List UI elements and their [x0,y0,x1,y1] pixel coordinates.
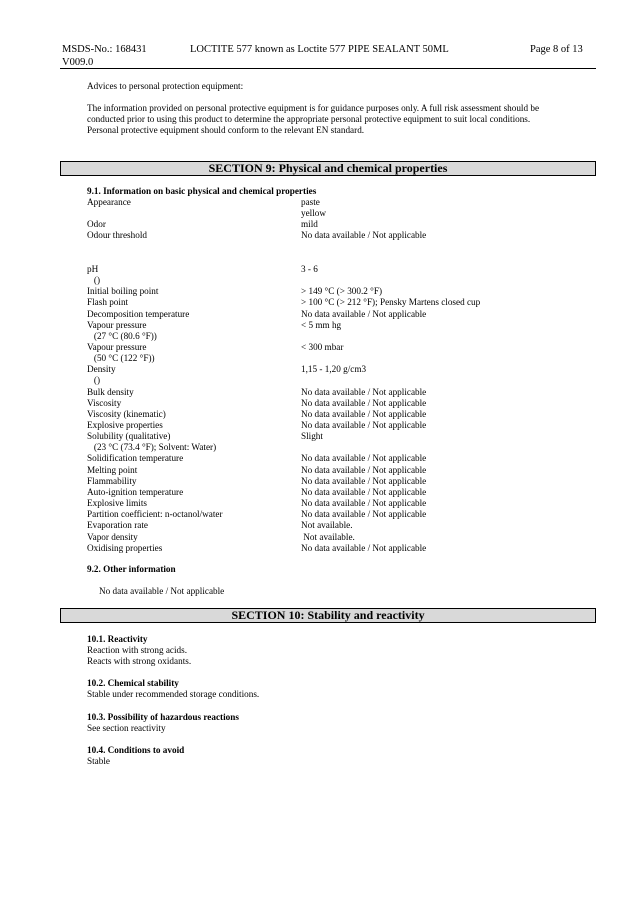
property-name: Flammability [87,475,137,486]
property-name: Vapour pressure [87,341,147,352]
ppe-heading: Advices to personal protection equipment: [87,81,244,91]
msds-number: MSDS-No.: 168431 [62,44,147,55]
property-row [0,398,638,409]
conditions-to-avoid-heading: 10.4. Conditions to avoid [87,745,185,755]
property-name: Vapour pressure [87,319,147,330]
hazardous-reactions-heading: 10.3. Possibility of hazardous reactions [87,712,239,722]
version: V009.0 [62,57,94,68]
property-value: No data available / Not applicable [301,498,427,509]
hazardous-reactions-text: See section reactivity [87,723,166,733]
property-row [0,264,638,275]
property-value: > 100 °C (> 212 °F); Pensky Martens closed cup [301,297,481,308]
property-row [0,465,638,476]
property-value: 1,15 - 1,20 g/cm3 [301,364,367,375]
section-9-title: SECTION 9: Physical and chemical properties [60,161,596,176]
property-value: No data available / Not applicable [301,509,427,520]
property-name: Flash point [87,297,129,308]
property-value: mild [301,219,318,230]
property-name: Density [87,364,116,375]
property-value: No data available / Not applicable [301,386,427,397]
property-name: Odour threshold [87,230,147,241]
property-value: No data available / Not applicable [301,475,427,486]
property-value: No data available / Not applicable [301,230,427,241]
property-value: Not available. [301,531,355,542]
ppe-line-3: Personal protective equipment should conform to the relevant EN standard. [87,125,365,135]
property-value: No data available / Not applicable [301,420,427,430]
property-row [0,442,638,453]
product-name: LOCTITE 577 known as Loctite 577 PIPE SEALANT 50ML [190,44,449,55]
property-row [0,387,638,398]
property-name: (50 °C (122 °F)) [87,353,155,364]
section-9-2-heading: 9.2. Other information [87,564,176,574]
reactivity-text-2: Reacts with strong oxidants. [87,656,192,666]
conditions-to-avoid-text: Stable [87,756,110,766]
property-value: No data available / Not applicable [301,308,427,319]
property-row [0,476,638,487]
property-name: Decomposition temperature [87,308,190,319]
property-row [0,331,638,342]
property-value: No data available / Not applicable [301,453,427,464]
property-name: Appearance [87,197,131,207]
section-10-title: SECTION 10: Stability and reactivity [60,608,596,623]
other-information: No data available / Not applicable [99,586,225,596]
property-value: No data available / Not applicable [301,408,427,419]
property-value: No data available / Not applicable [301,542,427,553]
property-row [0,219,638,230]
property-row [0,420,638,431]
property-value: > 149 °C (> 300.2 °F) [301,286,383,297]
property-name: Explosive properties [87,420,163,430]
property-row [0,509,638,520]
property-name: Evaporation rate [87,520,148,531]
property-value: 3 - 6 [301,263,318,274]
property-name: Vapor density [87,531,138,542]
property-name: (23 °C (73.4 °F); Solvent: Water) [87,442,217,453]
property-row [0,487,638,498]
property-name: Partition coefficient: n-octanol/water [87,509,223,520]
section-9-1-heading: 9.1. Information on basic physical and chemical properties [87,186,317,196]
property-row [0,230,638,241]
property-row [0,543,638,554]
header-rule [60,68,596,69]
property-row [0,453,638,464]
property-name: Initial boiling point [87,286,159,297]
property-row [0,520,638,531]
property-row [0,431,638,442]
property-value: No data available / Not applicable [301,464,427,475]
ppe-line-2: conducted prior to using this product to determine the appropriate personal protective equipment to suit local conditions. [87,114,531,124]
property-row [0,409,638,420]
property-value: paste [301,197,320,207]
reactivity-text-1: Reaction with strong acids. [87,645,188,655]
property-name: () [87,375,101,386]
property-value: < 5 mm hg [301,319,342,330]
property-name: Odor [87,219,106,230]
property-value: < 300 mbar [301,341,344,352]
properties-table [0,197,638,557]
property-row [0,197,638,208]
property-value: No data available / Not applicable [301,397,427,408]
property-row [0,498,638,509]
property-row [0,297,638,308]
property-name: (27 °C (80.6 °F)) [87,330,157,341]
property-name: () [87,275,101,286]
reactivity-heading: 10.1. Reactivity [87,634,148,644]
page-number: Page 8 of 13 [530,44,583,55]
chemical-stability-text: Stable under recommended storage conditions. [87,689,260,699]
property-name: Solubility (qualitative) [87,431,171,442]
property-value: yellow [301,208,327,219]
property-name: Viscosity [87,397,122,408]
property-row [0,532,638,543]
property-row [0,375,638,386]
property-row [0,208,638,219]
property-row [0,309,638,320]
ppe-line-1: The information provided on personal protective equipment is for guidance purposes only. A full risk assessment should be [87,103,540,113]
property-row [0,275,638,286]
property-name: pH [87,263,99,274]
property-row [0,320,638,331]
property-value: Not available. [301,520,353,531]
property-name: Auto-ignition temperature [87,486,184,497]
property-row [0,242,638,253]
property-name: Explosive limits [87,498,147,509]
property-value: Slight [301,431,323,442]
property-name: Bulk density [87,386,134,397]
property-row [0,364,638,375]
property-row [0,253,638,264]
property-name: Solidification temperature [87,453,184,464]
property-row [0,353,638,364]
property-name: Viscosity (kinematic) [87,408,166,419]
property-value: No data available / Not applicable [301,486,427,497]
chemical-stability-heading: 10.2. Chemical stability [87,678,179,688]
property-name: Melting point [87,464,138,475]
property-row [0,286,638,297]
property-name: Oxidising properties [87,542,163,553]
property-row [0,342,638,353]
